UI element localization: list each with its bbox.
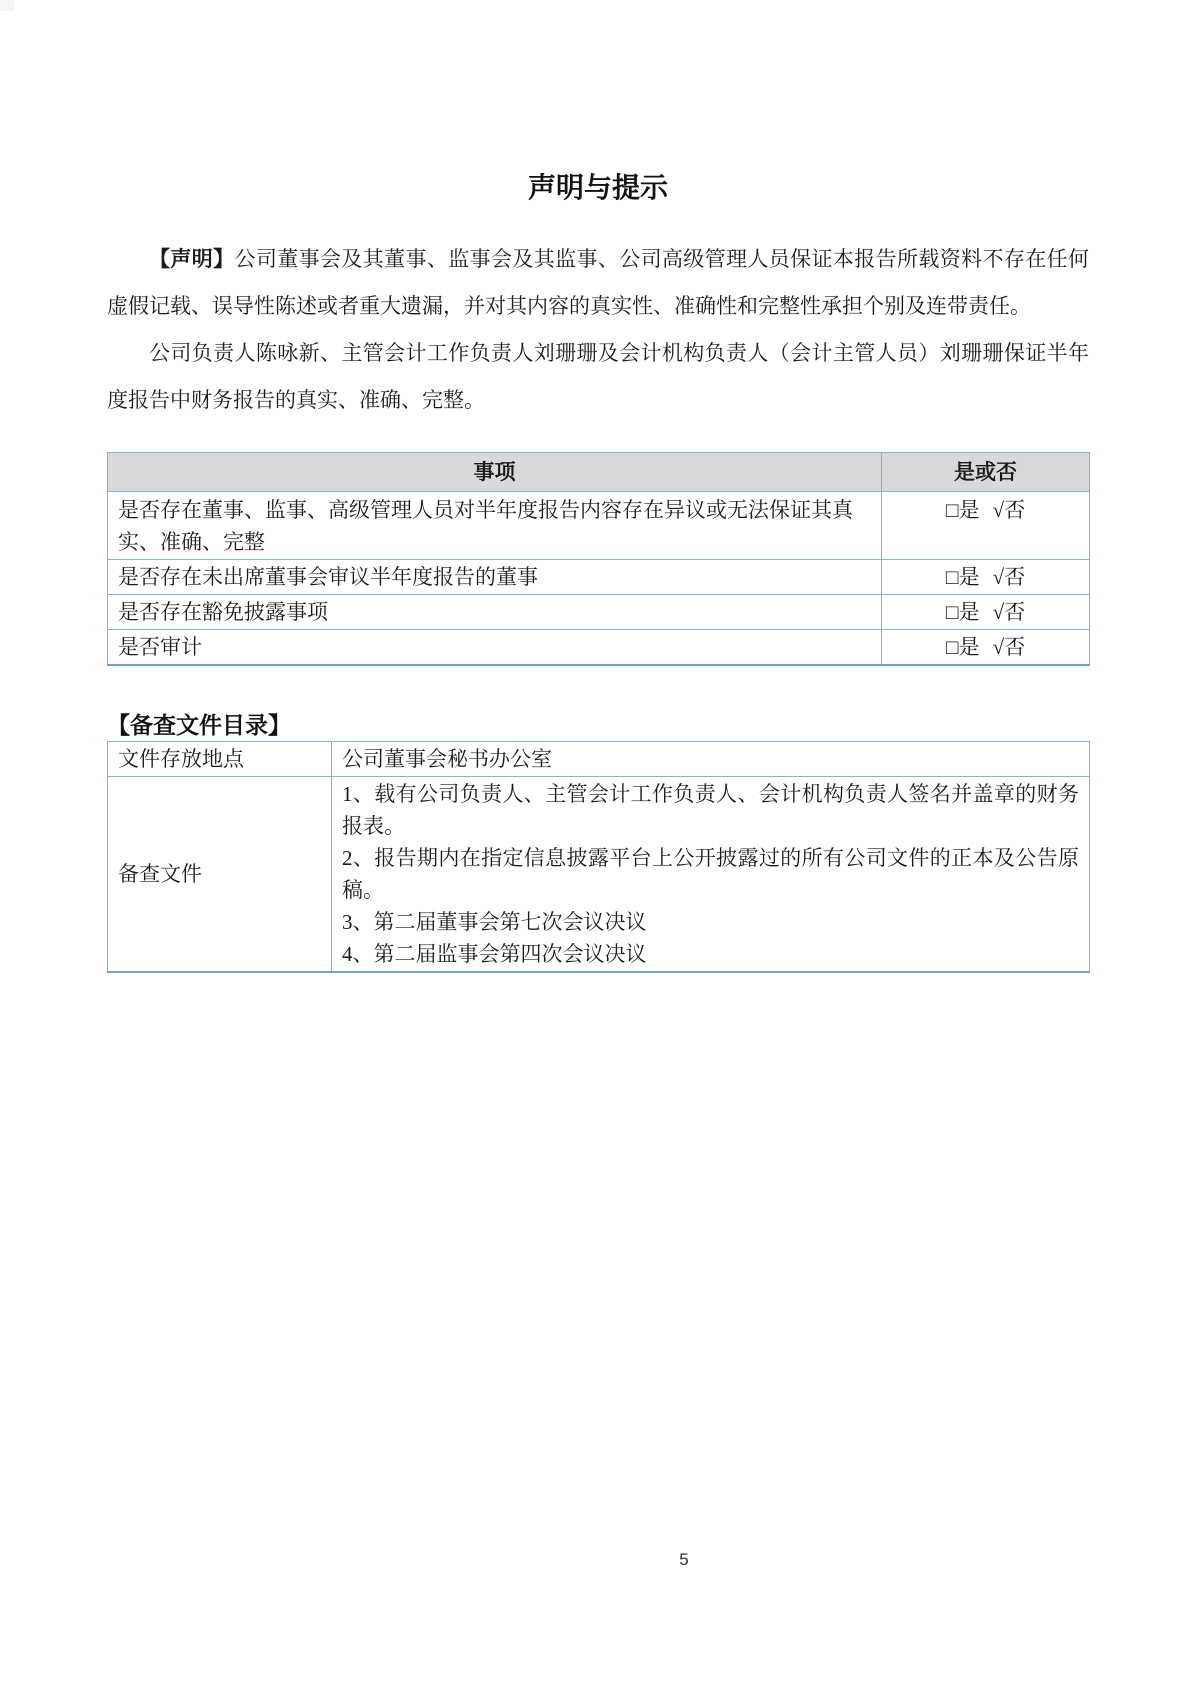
declaration-paragraphs xyxy=(107,236,1089,424)
reference-row-content xyxy=(332,777,1090,973)
table-row xyxy=(108,560,1090,595)
table-row xyxy=(108,630,1090,666)
page-number: 5 xyxy=(679,1550,689,1569)
checkbox-yes-unchecked: □是 xyxy=(945,600,980,624)
table-row xyxy=(108,777,1090,973)
statement-table-header-item: 事项 xyxy=(108,453,882,492)
reference-content-line: 3、第二届董事会第七次会议决议 xyxy=(342,910,647,934)
statement-answer xyxy=(882,630,1090,666)
page-title: 声明与提示 xyxy=(527,172,668,203)
table-row xyxy=(108,595,1090,630)
reference-row-label: 备查文件 xyxy=(108,777,332,973)
reference-content-line: 1、载有公司负责人、主管会计工作负责人、会计机构负责人签名并盖章的财务报表。 xyxy=(342,782,1079,838)
reference-content-line: 4、第二届监事会第四次会议决议 xyxy=(342,942,647,966)
checkmark-no-checked: √否 xyxy=(992,600,1026,624)
statement-table xyxy=(107,452,1090,666)
statement-answer xyxy=(882,492,1090,560)
page-content xyxy=(107,0,1089,973)
declaration-paragraph xyxy=(107,236,1089,330)
responsibility-paragraph: 公司负责人陈咏新、主管会计工作负责人刘珊珊及会计机构负责人（会计主管人员）刘珊珊保证半年度报告中财务报告的真实、准确、完整。 xyxy=(107,341,1089,412)
statement-item: 是否存在豁免披露事项 xyxy=(108,595,882,630)
scan-corner-artifact xyxy=(0,0,14,11)
reference-row-content xyxy=(332,742,1090,777)
reference-content-line: 2、报告期内在指定信息披露平台上公开披露过的所有公司文件的正本及公告原稿。 xyxy=(342,846,1079,902)
reference-content-line: 公司董事会秘书办公室 xyxy=(342,747,552,771)
statement-table-header-row xyxy=(108,453,1090,492)
statement-item: 是否审计 xyxy=(108,630,882,666)
checkmark-no-checked: √否 xyxy=(992,498,1026,522)
statement-table-header-answer: 是或否 xyxy=(882,453,1090,492)
statement-item: 是否存在未出席董事会审议半年度报告的董事 xyxy=(108,560,882,595)
statement-item: 是否存在董事、监事、高级管理人员对半年度报告内容存在异议或无法保证其真实、准确、完整 xyxy=(108,492,882,560)
checkmark-no-checked: √否 xyxy=(992,565,1026,589)
table-row xyxy=(108,742,1090,777)
declaration-text: 公司董事会及其董事、监事会及其监事、公司高级管理人员保证本报告所载资料不存在任何虚假记载、误导性陈述或者重大遗漏，并对其内容的真实性、准确性和完整性承担个别及连带责任。 xyxy=(107,247,1090,318)
statement-answer xyxy=(882,560,1090,595)
statement-answer xyxy=(882,595,1090,630)
checkbox-yes-unchecked: □是 xyxy=(945,635,980,659)
reference-row-label: 文件存放地点 xyxy=(108,742,332,777)
checkbox-yes-unchecked: □是 xyxy=(945,565,980,589)
checkbox-yes-unchecked: □是 xyxy=(945,498,980,522)
declaration-label: 【声明】 xyxy=(149,247,235,271)
reference-section-heading: 【备查文件目录】 xyxy=(107,713,291,738)
checkmark-no-checked: √否 xyxy=(992,635,1026,659)
table-row xyxy=(108,492,1090,560)
reference-table xyxy=(107,741,1090,973)
